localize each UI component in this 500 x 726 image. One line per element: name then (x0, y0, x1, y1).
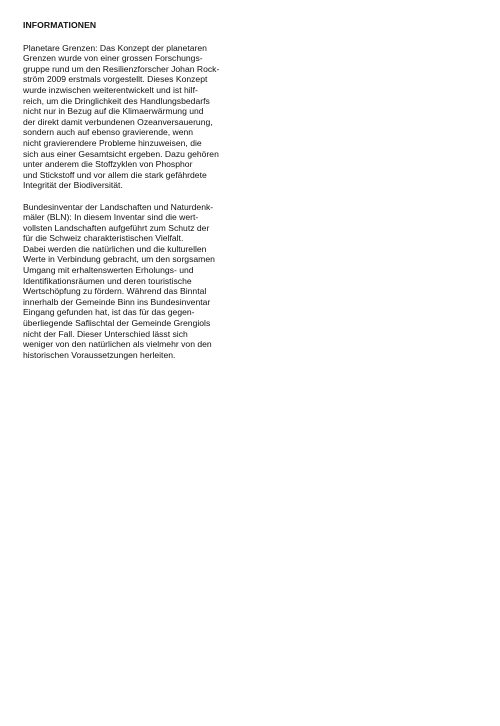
text-line: reich, um die Dringlichkeit des Handlungsbedarfs (23, 95, 210, 106)
text-line: weniger von den natürlichen als vielmehr von den (23, 339, 212, 350)
text-line: Werte in Verbindung gebracht, um den sorgsamen (23, 254, 215, 265)
text-line: nicht nur in Bezug auf die Klimaerwärmung und (23, 106, 204, 117)
document-page (23, 20, 253, 371)
text-line: Identifikationsräumen und deren touristische (23, 275, 192, 286)
text-line: unter anderem die Stoffzyklen von Phosphor (23, 159, 193, 170)
text-line: Wertschöpfung zu fördern. Während das Binntal (23, 286, 207, 297)
text-line: vollsten Landschaften aufgeführt zum Schutz der (23, 222, 210, 233)
text-line: Grenzen wurde von einer grossen Forschungs- (23, 53, 203, 64)
paragraph-bundesinventar (23, 202, 253, 361)
text-line: überliegende Saflischtal der Gemeinde Grengiols (23, 318, 211, 329)
text-line: der direkt damit verbundenen Ozeanversauerung, (23, 116, 213, 127)
paragraph-planetare-grenzen (23, 43, 253, 191)
text-line: und Stickstoff und vor allem die stark gefährdete (23, 169, 207, 180)
text-line: Planetare Grenzen: Das Konzept der planetaren (23, 42, 207, 53)
section-heading: INFORMATIONEN (23, 20, 97, 30)
text-line: für die Schweiz charakteristischen Vielfalt. (23, 233, 184, 244)
text-line: mäler (BLN): In diesem Inventar sind die wert- (23, 212, 199, 223)
text-line: sondern auch auf ebenso gravierende, wenn (23, 127, 194, 138)
text-line: Eingang gefunden hat, ist das für das gegen- (23, 307, 195, 318)
text-line: Dabei werden die natürlichen und die kulturellen (23, 243, 207, 254)
text-line: Bundesinventar der Landschaften und Naturdenk- (23, 201, 214, 212)
text-line: ström 2009 erstmals vorgestellt. Dieses Konzept (23, 74, 208, 85)
text-line: gruppe rund um den Resilienzforscher Johan Rock- (23, 63, 220, 74)
text-line: Integrität der Biodiversität. (23, 180, 123, 191)
text-line: wurde inzwischen weiterentwickelt und ist hilf- (23, 84, 198, 95)
text-line: nicht der Fall. Dieser Unterschied lässt sich (23, 328, 188, 339)
text-line: Umgang mit erhaltenswerten Erholungs- und (23, 265, 194, 276)
text-line: sich aus einer Gesamtsicht ergeben. Dazu gehören (23, 148, 219, 159)
text-line: historischen Voraussetzungen herleiten. (23, 349, 176, 360)
text-line: innerhalb der Gemeinde Binn ins Bundesinventar (23, 296, 211, 307)
text-line: nicht gravierendere Probleme hinzuweisen, die (23, 137, 202, 148)
